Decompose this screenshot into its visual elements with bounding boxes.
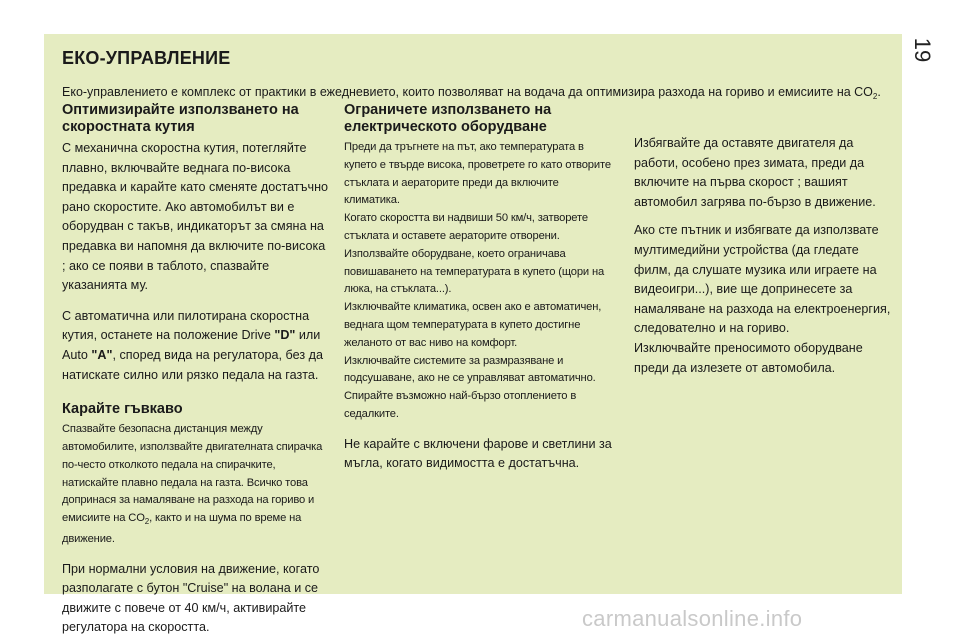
column-engine [634, 134, 896, 378]
electric-paragraph-6: Спирайте възможно най-бързо отоплението в седалките. [344, 390, 577, 420]
watermark: carmanualsonline.info [582, 606, 803, 631]
column-gearbox-driving [62, 102, 330, 638]
electric-paragraph-lights: Не карайте с включени фарове и светлини за мъгла, когато видимостта е достатъчна. [344, 436, 612, 471]
gearbox-auto-text-c: , според вида на регулатора, без да натискате силно или рязко педала на газта. [62, 347, 323, 382]
gearbox-auto-text-a: С автоматична или пилотирана скоростна кутия, останете на положение Drive [62, 308, 310, 343]
electric-paragraph-1: Преди да тръгнете на път, ако температурата в купето е твърде висока, проветрете го като отворите стъклата и аераторите преди да включите климатика. [344, 141, 611, 207]
electric-paragraph-4: Изключвайте климатика, освен ако е автоматичен, веднага щом температурата в купето достигне желаното от вас ниво на комфорт. [344, 301, 602, 349]
intro-text: Еко-управлението е комплекс от практики в ежедневието, които позволяват на водача да оптимизира разхода на гориво и емисиите на CO [62, 85, 873, 99]
electric-paragraph-5: Изключвайте системите за размразяване и подсушаване, ако не се управляват автоматично. [344, 354, 596, 385]
electric-paragraph-2: Когато скоростта ви надвиши 50 км/ч, затворете стъклата и оставете аераторите отворени. [344, 212, 588, 242]
driving-paragraph-cruise: При нормални условия на движение, когато разполагате с бутон "Cruise" на волана и се движите с повече от 40 км/ч, активирайте регулатора на скоростта. [62, 561, 320, 635]
drive-mode-a: "A" [91, 347, 113, 362]
engine-paragraph-2: Ако сте пътник и избягвате да използвате мултимедийни устройства (да гледате филм, да слушате музика или играете на видеоигри...), вие ще допринесете за намаляване на разхода на електроенергия, следователно и на гориво. [634, 223, 891, 336]
intro-end: . [877, 85, 881, 99]
driving-co2-subscript: 2 [144, 517, 150, 527]
driving-text: Спазвайте безопасна дистанция между автомобилите, използвайте двигателната спирачка по-често отколкото педала на спирачките, натискайте плавно педала на газта. Всичко това допринася за намаляване на разхода на гориво и емисиите на CO [62, 423, 323, 525]
drive-mode-d: "D" [274, 328, 296, 343]
gearbox-auto-text-b: или Auto [62, 328, 321, 362]
gearbox-manual-paragraph: С механична скоростна кутия, потегляйте плавно, включвайте веднага по-висока предавка и карайте като сменяте достатъчно рано скоростите. Ако автомобилът ви е оборудван с такъв, индикаторът за смяна на предавка ви напомня да включите по-висока ; ако се появи в таблото, спазвайте указанията му. [62, 141, 329, 293]
section-title: ЕКО-УПРАВЛЕНИЕ [62, 48, 231, 68]
column-electric [344, 102, 616, 474]
driving-paragraph-1 [62, 421, 330, 549]
heading-driving: Карайте гъвкаво [62, 401, 183, 418]
driving-text-end: , както и на шума по време на движение. [62, 512, 302, 545]
electric-paragraph-3: Използвайте оборудване, което ограничава повишаването на температурата в купето (щори на люка, на стъклата...). [344, 247, 605, 296]
intro-co2-subscript: 2 [872, 92, 878, 101]
gearbox-automatic-paragraph [62, 307, 330, 385]
engine-paragraph-1: Избягвайте да оставяте двигателя да работи, особено през зимата, преди да включите на първа скорост ; вашият автомобил загрява по-бързо в движение. [634, 136, 876, 209]
page-number: 19 [910, 37, 935, 63]
heading-gearbox: Оптимизирайте използването на скоростната кутия [62, 102, 299, 135]
heading-electric: Ограничете използването на електрическото оборудване [344, 102, 552, 135]
engine-paragraph-3: Изключвайте преносимото оборудване преди да излезете от автомобила. [634, 340, 863, 375]
